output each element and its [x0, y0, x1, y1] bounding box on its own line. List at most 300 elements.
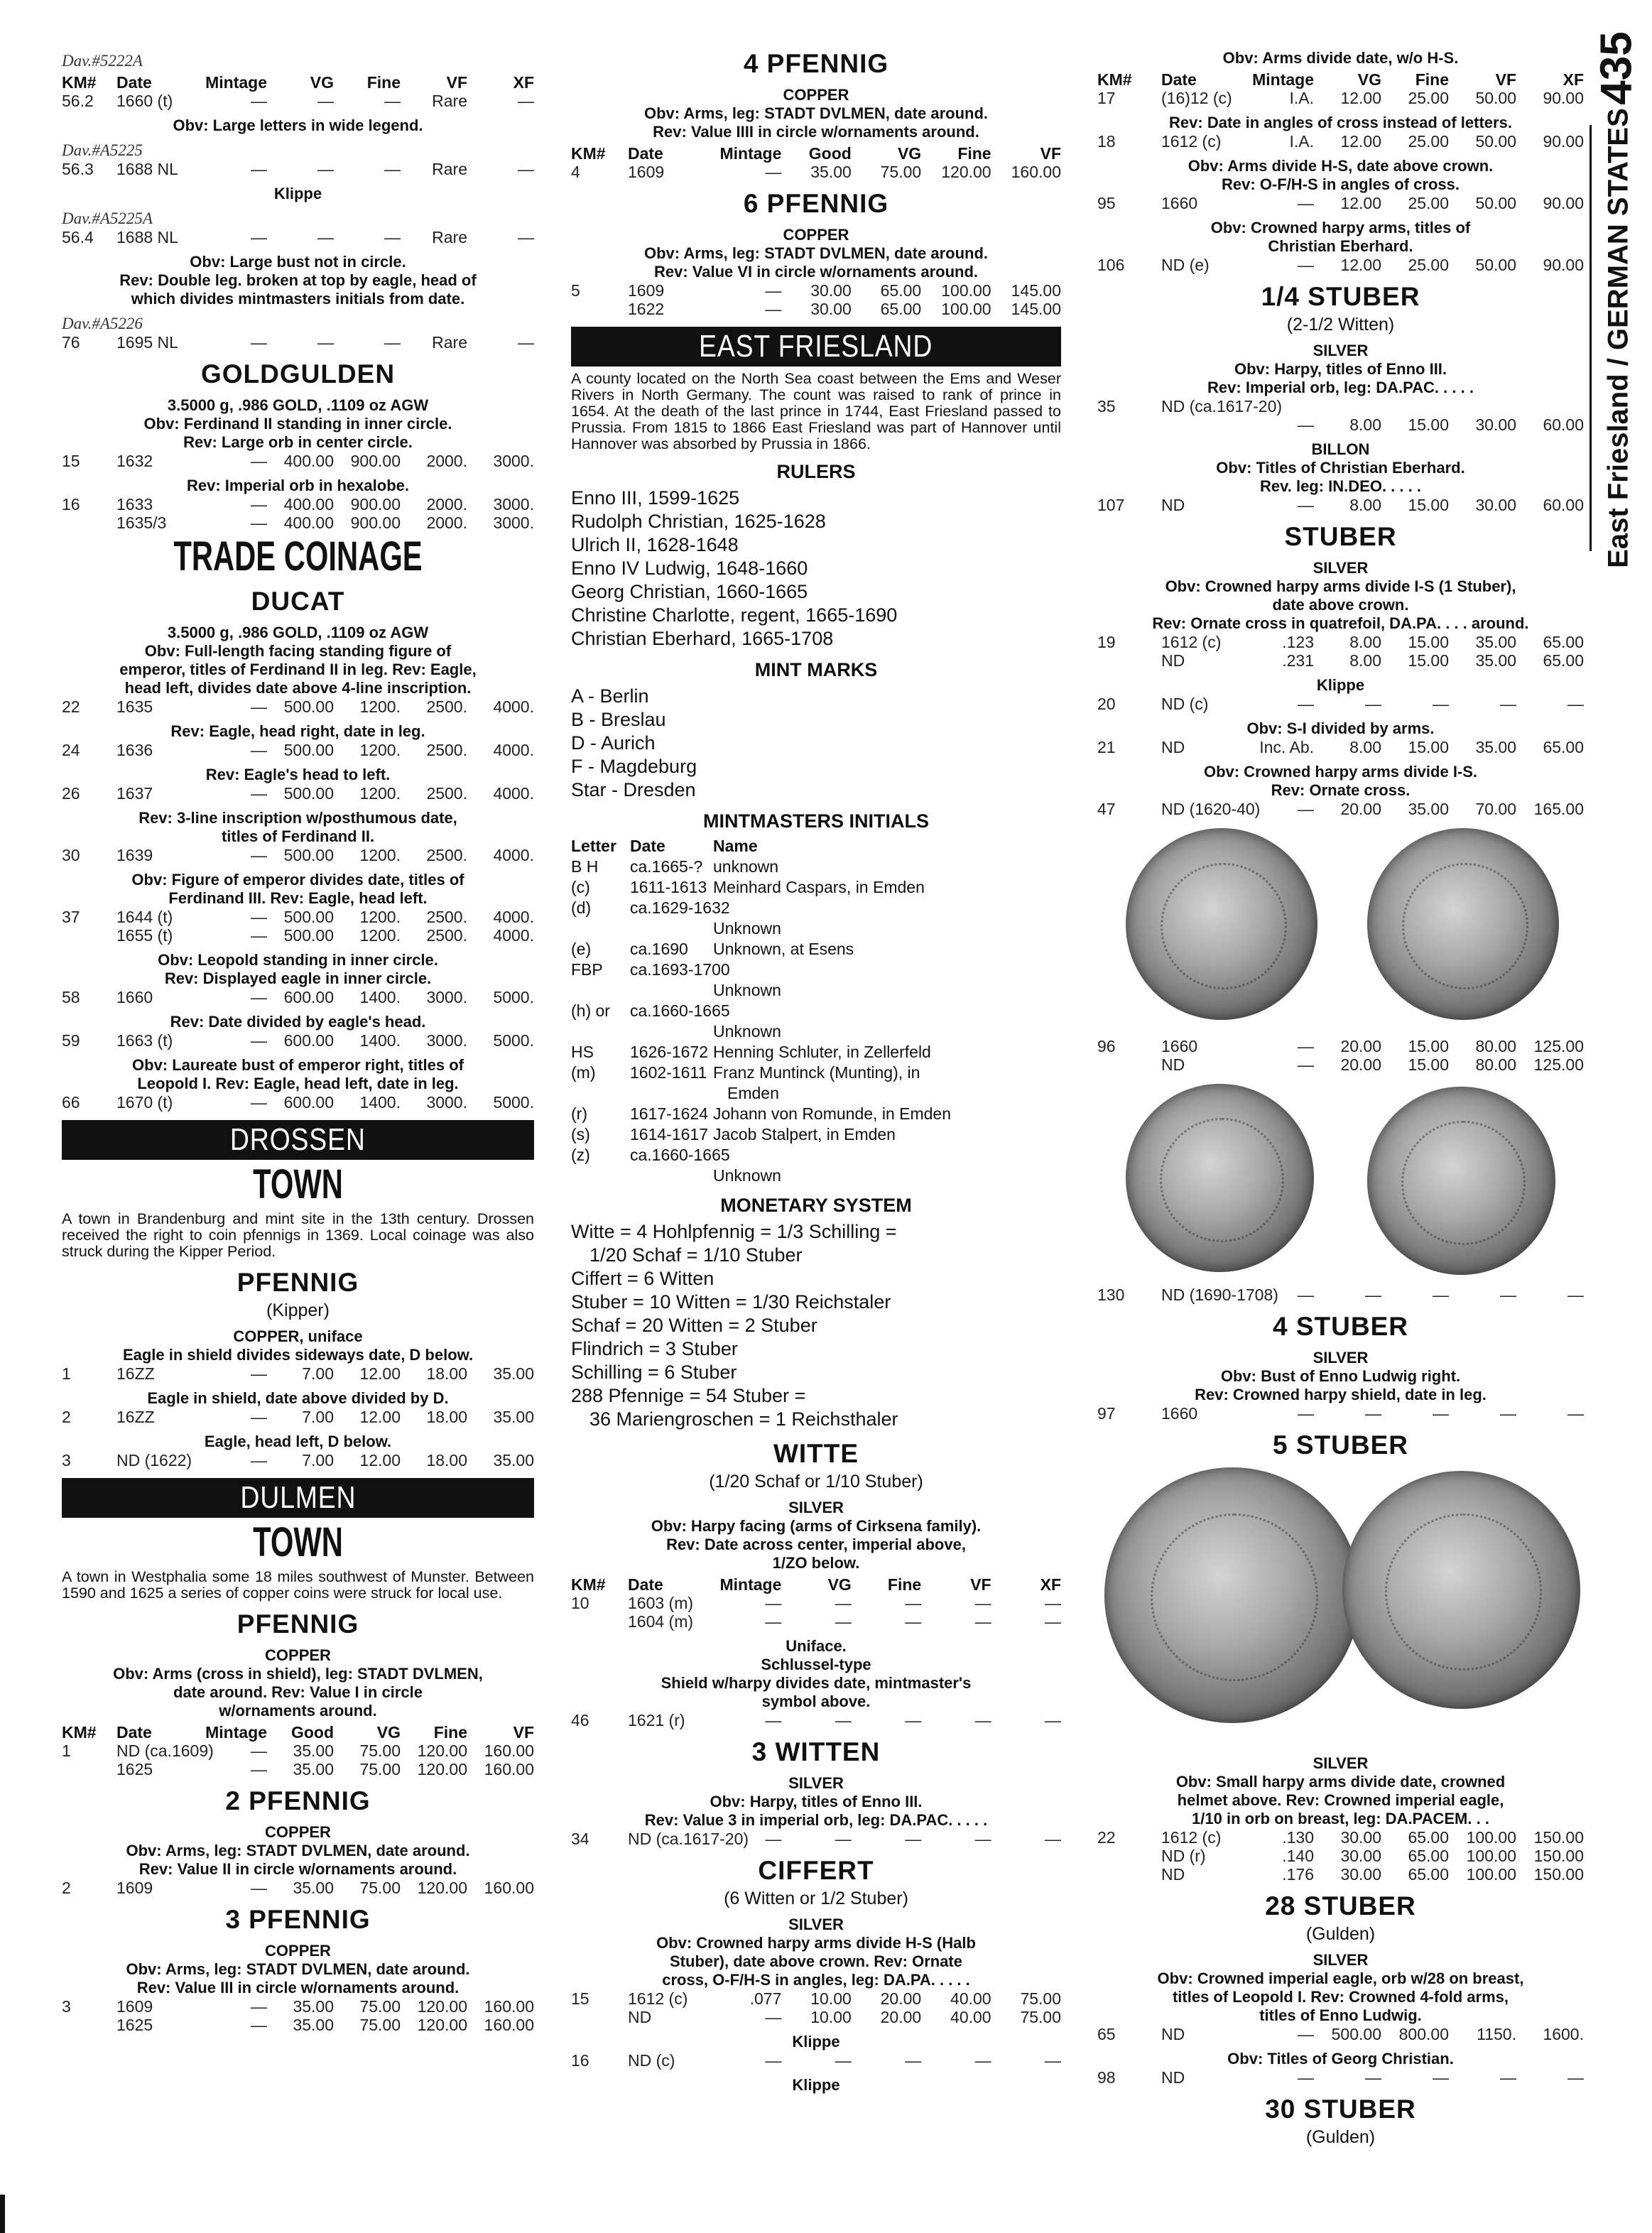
table-cell: 15.00: [1408, 415, 1449, 434]
table-row: [571, 877, 1061, 898]
table-cell: Good: [290, 1723, 334, 1742]
description-line: SILVER: [1313, 1754, 1369, 1772]
table-cell: 1612 (c): [1161, 1828, 1222, 1847]
table-cell: —: [1298, 1286, 1314, 1304]
description: [571, 1499, 1061, 1572]
table-cell: —: [518, 92, 534, 110]
table-cell: 150.00: [1533, 1828, 1584, 1847]
description-line: Rev: Crowned harpy shield, date in leg.: [1195, 1386, 1487, 1403]
denomination-heading: 2 PFENNIG: [225, 1786, 371, 1815]
table-cell: [1246, 397, 1314, 415]
table-cell: [62, 1760, 116, 1778]
davenport-reference: Dav.#A5225A: [62, 210, 153, 227]
table-cell: 56.3: [62, 160, 94, 178]
table-cell: VF: [513, 1723, 534, 1742]
description-line: SILVER: [1313, 1349, 1369, 1367]
table-cell: 65.00: [1408, 1847, 1449, 1865]
table-cell: —: [835, 1594, 852, 1612]
description: [1097, 440, 1584, 496]
table-cell: —: [765, 1612, 782, 1631]
table-cell: Unknown: [713, 1022, 781, 1041]
table-cell: 1635/3: [116, 514, 167, 532]
table-cell: 1632: [116, 452, 153, 470]
table-cell: 30.00: [810, 300, 852, 318]
history-paragraph: A town in Brandenburg and mint site in the 13th century. Drossen received the right to coin pfennigs in 1369. Local coinage was also struck during the Kipper Period.: [62, 1210, 534, 1260]
table-cell: —: [384, 228, 401, 246]
table-cell: 90.00: [1543, 132, 1584, 151]
description: [62, 722, 534, 741]
denomination-heading: PFENNIG: [237, 1609, 359, 1639]
column-middle: [571, 41, 1061, 2095]
table-cell: 15.00: [1408, 738, 1449, 756]
description-line: Rev: Date across center, imperial above,: [666, 1536, 966, 1553]
table-cell: —: [1433, 1404, 1449, 1423]
table-cell: 2: [62, 1408, 71, 1426]
description-line: Eagle in shield divides sideways date, D below.: [122, 1346, 474, 1364]
description-line: Obv: Arms (cross in shield), leg: STADT DVLMEN,: [113, 1665, 483, 1683]
table-cell: —: [835, 2051, 852, 2070]
page-number: [1589, 26, 1643, 111]
description: [62, 1056, 534, 1093]
table-row: [571, 2051, 1061, 2070]
table-cell: 15.00: [1408, 496, 1449, 514]
list-item: Witte = 4 Hohlpfennig = 1/3 Schilling =: [571, 1221, 897, 1242]
table-cell: 5000.: [493, 988, 534, 1006]
table-cell: 12.00: [359, 1408, 401, 1426]
table-cell: ND (e): [1161, 256, 1210, 274]
table-cell: 1609: [628, 281, 665, 300]
description-line: Obv: Arms, leg: STADT DVLMEN, date around.: [643, 104, 989, 122]
table-cell: 160.00: [1011, 163, 1061, 181]
description: [62, 951, 534, 988]
table-cell: —: [251, 228, 267, 246]
table-cell: —: [1298, 2068, 1314, 2087]
table-cell: 2500.: [426, 741, 467, 759]
table-cell: 1200.: [359, 846, 401, 864]
table-cell: 25.00: [1408, 194, 1449, 212]
table-cell: 160.00: [484, 1997, 534, 2016]
table-cell: 37: [62, 908, 80, 926]
table-cell: Henning Schluter, in Zellerfeld: [713, 1043, 931, 1061]
table-cell: —: [251, 160, 267, 178]
description-line: Obv: Crowned imperial eagle, orb w/28 on breast,: [1157, 1970, 1524, 1987]
table-cell: —: [974, 1830, 991, 1848]
description: [1097, 114, 1584, 132]
table-cell: Fine: [1415, 70, 1449, 89]
section-banner: [62, 1478, 534, 1518]
table-cell: 3000.: [493, 495, 534, 514]
table-cell: 1635: [116, 697, 153, 716]
description: [1097, 1951, 1584, 2025]
table-cell: KM#: [571, 1575, 606, 1594]
table-cell: Mintage: [205, 1723, 267, 1742]
table-cell: 1600.: [1543, 2025, 1584, 2043]
table-header: [571, 144, 1061, 163]
table-cell: 3: [62, 1997, 71, 2016]
section-banner: [62, 1120, 534, 1160]
table-cell: 3000.: [493, 452, 534, 470]
description: [62, 396, 534, 452]
table-row: [1097, 800, 1584, 818]
table-cell: —: [251, 697, 267, 716]
table-cell: 8.00: [1349, 738, 1381, 756]
description: [1097, 219, 1584, 256]
table-cell: —: [1433, 1286, 1449, 1304]
page-number-text: 435: [1592, 31, 1641, 105]
table-cell: ND (c): [1161, 695, 1209, 713]
table-cell: 80.00: [1475, 1055, 1516, 1074]
table-cell: 160.00: [484, 2016, 534, 2034]
table-cell: —: [1500, 1404, 1516, 1423]
description-line: Rev: Large orb in center circle.: [183, 433, 413, 451]
table-cell: —: [905, 1830, 922, 1848]
table-cell: —: [835, 1711, 852, 1729]
description: [1097, 763, 1584, 800]
table-cell: —: [251, 495, 267, 514]
table-cell: ca.1629-1632: [630, 898, 730, 917]
table-row: [62, 988, 534, 1006]
table-cell: ND (1622): [116, 1451, 192, 1469]
table-cell: —: [251, 1093, 267, 1112]
table-row: [1097, 496, 1584, 514]
description-line: Obv: Crowned harpy arms divide I-S.: [1203, 763, 1478, 781]
table-row: [1097, 1037, 1584, 1055]
table-cell: 50.00: [1475, 256, 1516, 274]
description: [1097, 676, 1584, 695]
table-cell: (c): [571, 878, 590, 896]
table-cell: ND (c): [628, 2051, 675, 2070]
table-cell: 15.00: [1408, 1055, 1449, 1074]
table-cell: Mintage: [205, 73, 267, 92]
table-cell: [630, 1021, 713, 1042]
table-cell: Unknown: [713, 1166, 781, 1185]
page-edge-mark: [0, 2195, 5, 2233]
table-cell: —: [1567, 2068, 1584, 2087]
description-line: Rev: Value II in circle w/ornaments around.: [138, 1860, 457, 1878]
table-cell: —: [905, 1612, 922, 1631]
list-item: Christine Charlotte, regent, 1665-1690: [571, 604, 898, 626]
description: [62, 1327, 534, 1364]
list-item: D - Aurich: [571, 732, 656, 754]
description-line: w/ornaments around.: [219, 1702, 377, 1719]
table-cell: 1612 (c): [1161, 633, 1222, 651]
coin-reverse-photo: [1367, 828, 1559, 1020]
coin-photo-pair: [1097, 821, 1584, 1034]
description: [1097, 49, 1584, 67]
column-left: [62, 45, 534, 2034]
table-cell: 1621 (r): [628, 1711, 685, 1729]
table-cell: 18.00: [426, 1408, 467, 1426]
table-cell: [1161, 415, 1246, 434]
table-cell: 1200.: [359, 697, 401, 716]
table-cell: —: [384, 333, 401, 352]
list-item: Ciffert = 6 Witten: [571, 1268, 714, 1289]
table-cell: 15.00: [1408, 633, 1449, 651]
table-header: [571, 1575, 1061, 1594]
description-line: Obv: Arms divide H-S, date above crown.: [1188, 157, 1494, 175]
table-cell: 35.00: [1475, 738, 1516, 756]
table-cell: 1609: [116, 1997, 153, 2016]
description-line: Obv: Crowned harpy arms divide I-S (1 Stuber),: [1165, 577, 1516, 595]
table-cell: —: [1298, 1055, 1314, 1074]
table-row: [62, 160, 534, 178]
list-item: Enno IV Ludwig, 1648-1660: [571, 558, 808, 579]
table-cell: ca.1660-1665: [630, 1146, 730, 1164]
description-line: Rev: Value VI in circle w/ornaments around.: [653, 263, 979, 281]
description-line: helmet above. Rev: Crowned imperial eagle,: [1177, 1791, 1504, 1809]
davenport-reference: Dav.#A5226: [62, 315, 143, 332]
description-line: SILVER: [1313, 1951, 1369, 1969]
table-row: [62, 908, 534, 926]
table-cell: —: [1365, 1404, 1381, 1423]
table-header: [62, 1723, 534, 1742]
description-line: Rev: 3-line inscription w/posthumous date,: [138, 809, 457, 827]
table-row: [62, 1364, 534, 1383]
description-line: titles of Enno Ludwig.: [1259, 2006, 1422, 2024]
column-header: Letter: [571, 837, 616, 855]
list-item: 288 Pfennige = 54 Stuber =: [571, 1385, 806, 1406]
table-cell: ND (ca.1617-20): [628, 1830, 749, 1848]
table-cell: 1670 (t): [116, 1093, 173, 1112]
description: [571, 2076, 1061, 2095]
table-cell: 100.00: [941, 281, 991, 300]
table-cell: 35.00: [293, 1997, 334, 2016]
description-line: Obv: Large letters in wide legend.: [173, 116, 423, 134]
table-cell: VG: [310, 73, 334, 92]
table-cell: 34: [571, 1830, 589, 1848]
history-paragraph: A town in Westphalia some 18 miles southwest of Munster. Between 1590 and 1625 a series of copper coins were struck for local use.: [62, 1568, 534, 1602]
description-line: Rev. leg: IN.DEO. . . . .: [1260, 477, 1421, 495]
section-title: [1589, 108, 1646, 568]
denomination-heading: 6 PFENNIG: [743, 189, 889, 218]
description: [1097, 1349, 1584, 1404]
description: [62, 1389, 534, 1408]
description-line: Obv: Arms, leg: STADT DVLMEN, date around.: [126, 1960, 470, 1978]
table-cell: —: [251, 333, 267, 352]
table-cell: —: [1298, 695, 1314, 713]
table-row: [62, 1451, 534, 1469]
table-cell: 8.00: [1349, 633, 1381, 651]
list-item: 1/20 Schaf = 1/10 Stuber: [589, 1244, 803, 1266]
description-line: Obv: Bust of Enno Ludwig right.: [1220, 1367, 1461, 1385]
table-cell: —: [765, 2008, 782, 2026]
table-cell: 1633: [116, 495, 153, 514]
description-line: SILVER: [788, 1774, 844, 1792]
table-cell: KM#: [62, 73, 97, 92]
table-cell: [713, 1145, 1061, 1166]
table-cell: 30.00: [1340, 1847, 1381, 1865]
description-line: Eagle, head left, D below.: [204, 1433, 392, 1450]
table-cell: 30.00: [1340, 1865, 1381, 1884]
table-cell: ND: [1161, 2068, 1185, 2087]
table-cell: 106: [1097, 256, 1125, 274]
table-cell: 100.00: [1466, 1865, 1516, 1884]
table-cell: 3000.: [426, 988, 467, 1006]
description: [62, 185, 534, 203]
table-cell: ND (ca.1609): [116, 1742, 214, 1760]
table-cell: 1637: [116, 784, 153, 803]
table-cell: 56.4: [62, 228, 94, 246]
table-cell: 22: [1097, 1828, 1116, 1847]
table-cell: 30.00: [1475, 415, 1516, 434]
table-cell: ND: [1161, 1055, 1185, 1074]
description-line: Obv: Titles of Christian Eberhard.: [1216, 459, 1465, 477]
table-row: [571, 1166, 1061, 1186]
description-line: 1/ZO below.: [772, 1554, 860, 1572]
table-cell: 25.00: [1408, 132, 1449, 151]
table-cell: 97: [1097, 1404, 1116, 1423]
section-title-text: East Friesland / GERMAN STATES: [1602, 108, 1634, 568]
table-cell: 900.00: [350, 514, 401, 532]
table-cell: [62, 514, 116, 532]
description-line: Rev: Value IIII in circle w/ornaments around.: [653, 123, 979, 141]
table-cell: 1: [62, 1742, 71, 1760]
table-cell: 20.00: [880, 1989, 922, 2008]
table-cell: 900.00: [350, 495, 401, 514]
table-cell: —: [765, 163, 782, 181]
table-cell: 1603 (m): [628, 1594, 694, 1612]
table-cell: —: [1433, 2068, 1449, 2087]
table-cell: 1660: [116, 988, 153, 1006]
table-cell: ND (r): [1161, 1847, 1206, 1865]
table-cell: —: [765, 1711, 782, 1729]
table-row: [62, 1879, 534, 1897]
table-cell: 8.00: [1349, 415, 1381, 434]
table-cell: 75.00: [359, 1879, 401, 1897]
table-cell: KM#: [571, 144, 606, 163]
table-row: [571, 1989, 1061, 2008]
table-cell: —: [1500, 2068, 1516, 2087]
table-cell: —: [317, 333, 334, 352]
table-row: [571, 1612, 1061, 1631]
table-cell: 107: [1097, 496, 1125, 514]
table-cell: 8.00: [1349, 651, 1381, 670]
table-row: [62, 784, 534, 803]
section-heading: TOWN: [253, 1519, 343, 1565]
table-cell: FBP: [571, 960, 603, 979]
davenport-reference: Dav.#A5225: [62, 141, 143, 159]
table-cell: 3000.: [493, 514, 534, 532]
description-line: Obv: Full-length facing standing figure of: [144, 642, 452, 660]
denomination-heading: WITTE: [773, 1439, 859, 1468]
description-line: Rev: Ornate cross.: [1271, 781, 1411, 799]
description-line: COPPER, uniface: [233, 1327, 363, 1345]
coin-obverse-photo: [1126, 828, 1317, 1020]
description-line: Stuber), date above crown. Rev: Ornate: [670, 1952, 962, 1970]
table-cell: [571, 1166, 630, 1186]
table-cell: 1663 (t): [116, 1031, 173, 1050]
denomination-heading: 1/4 STUBER: [1261, 282, 1420, 311]
table-cell: 65.00: [1543, 651, 1584, 670]
description: [62, 1942, 534, 1997]
description: [62, 809, 534, 846]
description: [571, 1774, 1061, 1830]
table-cell: KM#: [62, 1723, 97, 1742]
table-cell: 46: [571, 1711, 589, 1729]
description: [571, 86, 1061, 141]
table-cell: 60.00: [1543, 496, 1584, 514]
table-cell: 500.00: [283, 784, 334, 803]
table-cell: [1516, 397, 1584, 415]
table-row: [1097, 397, 1584, 415]
table-cell: ND: [1161, 651, 1185, 670]
table-cell: —: [251, 2016, 267, 2034]
description-line: Uniface.: [786, 1637, 847, 1655]
table-cell: 65.00: [1543, 738, 1584, 756]
subsection-heading: MINT MARKS: [754, 659, 878, 680]
table-cell: ND: [1161, 1865, 1185, 1884]
table-cell: 1400.: [359, 988, 401, 1006]
mintmasters-table: [571, 836, 1061, 1186]
table-row: [62, 495, 534, 514]
table-cell: 4000.: [493, 697, 534, 716]
table-cell: 1604 (m): [628, 1612, 694, 1631]
table-cell: 500.00: [283, 846, 334, 864]
table-cell: 16ZZ: [116, 1364, 155, 1383]
table-cell: .130: [1282, 1828, 1314, 1847]
text-list: [571, 685, 1061, 802]
table-cell: —: [1298, 2025, 1314, 2043]
coin-photo-pair: [1097, 1077, 1584, 1283]
table-cell: 75.00: [359, 1997, 401, 2016]
table-cell: Mintage: [719, 144, 782, 163]
table-cell: 35.00: [493, 1451, 534, 1469]
table-cell: 800.00: [1398, 2025, 1449, 2043]
coin-obverse-photo: [1104, 1467, 1360, 1723]
table-row: [62, 1093, 534, 1112]
table-cell: 50.00: [1475, 132, 1516, 151]
table-cell: [713, 960, 1061, 980]
table-row: [1097, 1847, 1584, 1865]
table-cell: VF: [446, 73, 467, 92]
table-row: [571, 163, 1061, 181]
table-cell: 47: [1097, 800, 1116, 818]
table-cell: 1200.: [359, 784, 401, 803]
table-cell: 1617-1624: [630, 1104, 708, 1123]
table-cell: 35.00: [293, 1742, 334, 1760]
table-row: [62, 92, 534, 110]
table-cell: (r): [571, 1104, 587, 1123]
table-cell: 4000.: [493, 846, 534, 864]
table-cell: [571, 1083, 630, 1104]
table-cell: Johann von Romunde, in Emden: [713, 1104, 951, 1123]
table-cell: —: [251, 988, 267, 1006]
table-row: [62, 514, 534, 532]
table-cell: 1644 (t): [116, 908, 173, 926]
table-cell: 35.00: [1475, 633, 1516, 651]
table-cell: 35.00: [493, 1364, 534, 1383]
description-line: date above crown.: [1272, 596, 1409, 614]
table-cell: 40.00: [950, 1989, 991, 2008]
history-paragraph: A county located on the North Sea coast between the Ems and Weser Rivers in North Germany. The count was raised to rank of prince in 1654. At the death of the last prince in 1744, East Friesland passed to Prussia. From 1815 to 1866 East Friesland was part of Hannover until Hannover was absorbed by Prussia in 1866.: [571, 370, 1061, 452]
table-cell: 75.00: [880, 163, 922, 181]
table-cell: 120.00: [941, 163, 991, 181]
description: [62, 871, 534, 908]
table-cell: 56.2: [62, 92, 94, 110]
description: [62, 116, 534, 135]
table-cell: —: [1045, 1711, 1061, 1729]
table-cell: 1625: [116, 2016, 153, 2034]
table-row: [571, 857, 1061, 877]
table-cell: 21: [1097, 738, 1116, 756]
table-cell: 10.00: [810, 2008, 852, 2026]
table-row: [62, 333, 534, 352]
description-line: Obv: S-I divided by arms.: [1246, 719, 1435, 737]
description-line: Rev: O-F/H-S in angles of cross.: [1222, 175, 1460, 193]
description-line: titles of Ferdinand II.: [221, 827, 375, 845]
table-cell: Rare: [432, 160, 467, 178]
table-cell: 24: [62, 741, 80, 759]
